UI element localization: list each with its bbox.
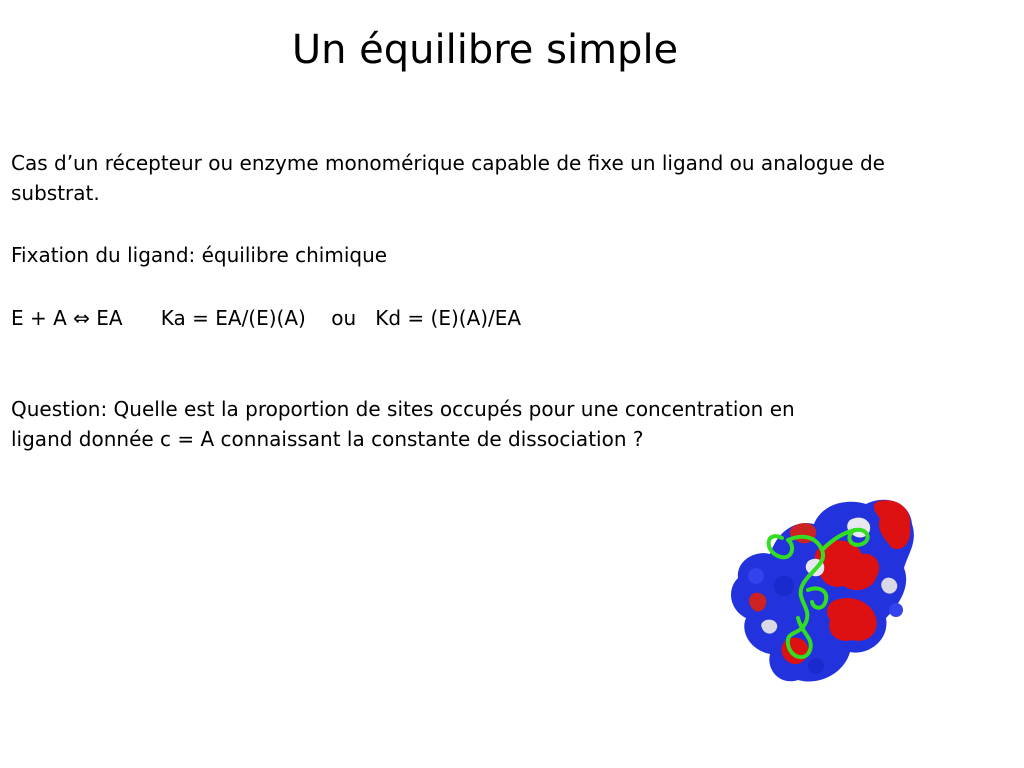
protein-surface-image xyxy=(726,490,918,690)
slide-title: Un équilibre simple xyxy=(291,27,679,73)
equation-right: EA xyxy=(96,306,123,330)
equation-left: E + A xyxy=(11,306,67,330)
binding-paragraph: Fixation du ligand: équilibre chimique xyxy=(11,243,388,267)
intro-paragraph: Cas d’un récepteur ou enzyme monomérique capable de fixe un ligand ou analogue de substrat. xyxy=(11,151,885,205)
question-paragraph: Question: Quelle est la proportion de sites occupés pour une concentration en ligand donnée c = A connaissant la constante de dissociation ? xyxy=(11,397,795,451)
equilibrium-equation xyxy=(11,303,911,333)
equilibrium-arrow-icon: ⇔ xyxy=(73,306,90,330)
equation-constants: Ka = EA/(E)(A) ou Kd = (E)(A)/EA xyxy=(122,306,522,330)
